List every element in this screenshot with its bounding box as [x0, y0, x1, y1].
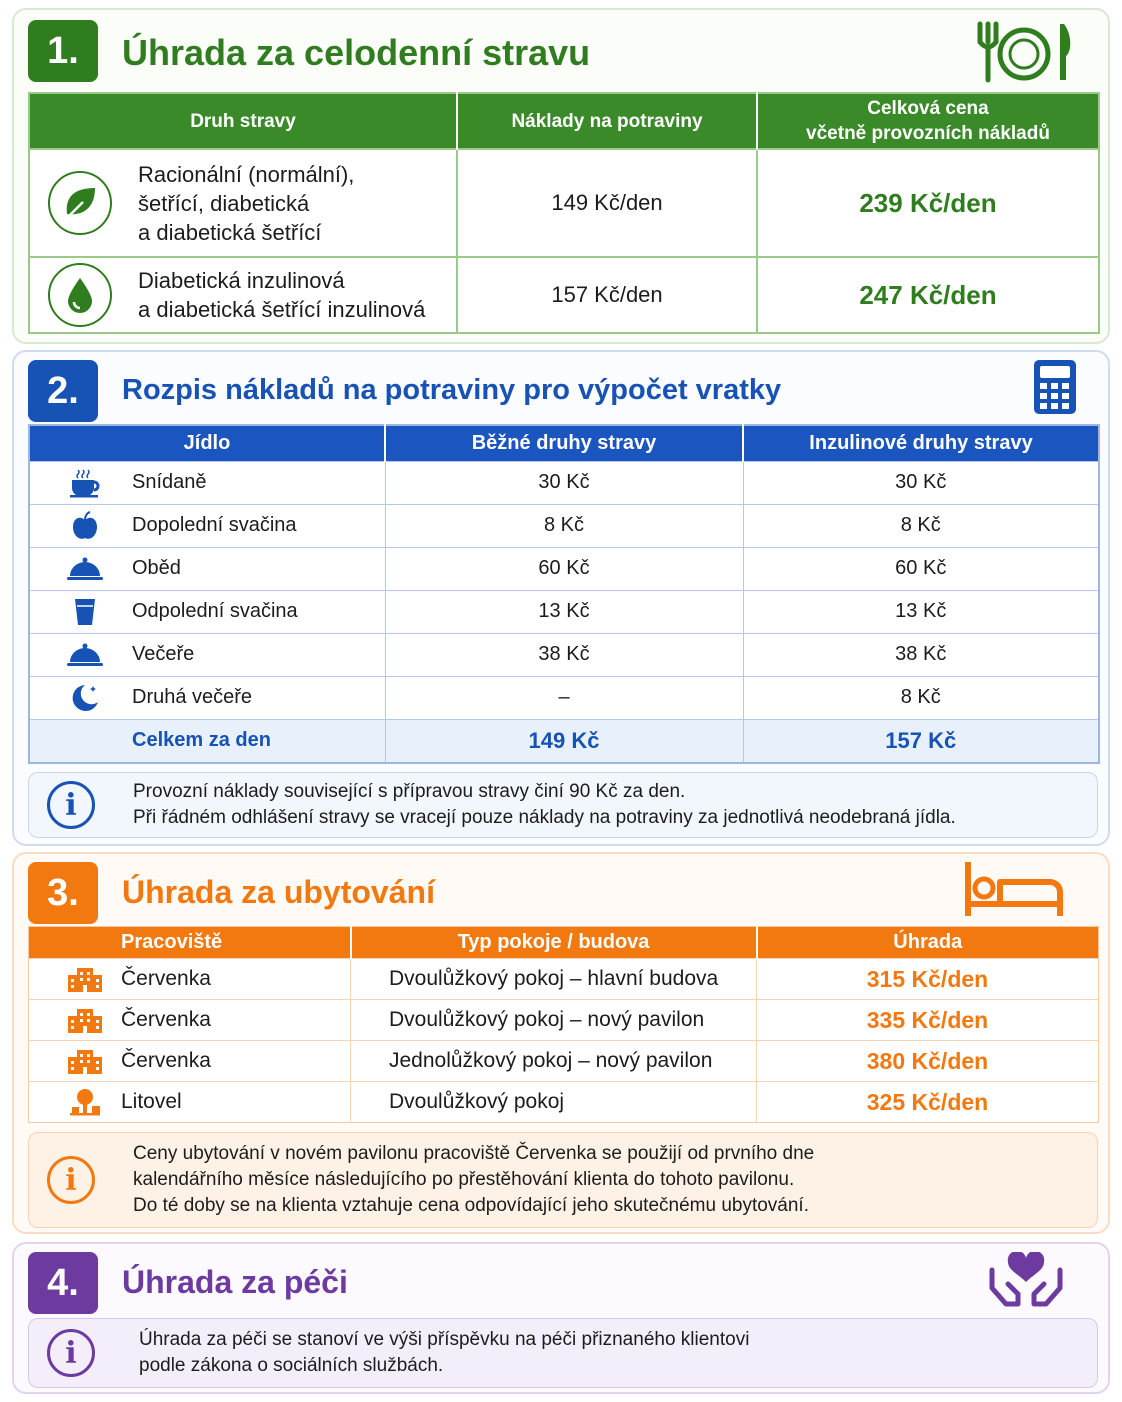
table-row	[29, 257, 1099, 333]
meal-name: Snídaně	[132, 471, 207, 493]
info-line: kalendářního měsíce následujícího po přestěhování klienta do tohoto pavilonu.	[133, 1169, 795, 1190]
column-header: Jídlo	[29, 425, 385, 461]
regular-cost: 38 Kč	[385, 633, 743, 676]
meal-name: Odpolední svačina	[132, 600, 298, 622]
info-icon: i	[47, 1329, 95, 1377]
accommodation-price: 335 Kč/den	[757, 1000, 1099, 1041]
section-meals-fee	[12, 8, 1110, 344]
food-cost: 157 Kč/den	[457, 257, 757, 333]
table-row	[29, 1041, 1099, 1082]
meals-fee-table	[28, 92, 1100, 334]
coffee-cup-icon	[66, 467, 104, 499]
leaf-icon	[48, 171, 112, 235]
column-header: Pracoviště	[29, 927, 351, 959]
table-row	[29, 590, 1099, 633]
room-type: Jednolůžkový pokoj – nový pavilon	[351, 1041, 757, 1082]
regular-cost: –	[385, 676, 743, 719]
table-total-row	[29, 719, 1099, 763]
insulin-cost: 60 Kč	[743, 547, 1099, 590]
table-row	[29, 1082, 1099, 1123]
workplace-name: Litovel	[121, 1090, 182, 1113]
calculator-icon	[1032, 358, 1078, 416]
cutlery-plate-icon	[972, 20, 1076, 84]
table-row	[29, 149, 1099, 257]
info-box	[28, 1132, 1098, 1228]
cloche-icon	[66, 553, 104, 585]
section-title: Úhrada za péči	[122, 1264, 348, 1300]
bed-icon	[964, 860, 1064, 918]
table-row	[29, 547, 1099, 590]
insulin-cost: 38 Kč	[743, 633, 1099, 676]
meal-name: Druhá večeře	[132, 686, 253, 708]
total-price: 247 Kč/den	[757, 257, 1099, 333]
total-price: 239 Kč/den	[757, 149, 1099, 257]
column-header: Běžné druhy stravy	[385, 425, 743, 461]
diet-kind-line: a diabetická šetřící	[138, 219, 322, 245]
column-header: Typ pokoje / budova	[351, 927, 757, 959]
accommodation-price: 325 Kč/den	[757, 1082, 1099, 1123]
building-icon	[65, 1005, 105, 1035]
total-label: Celkem za den	[29, 719, 385, 763]
cloche-icon	[66, 639, 104, 671]
section-number: 2.	[28, 360, 98, 422]
section-title: Úhrada za celodenní stravu	[122, 32, 591, 73]
workplace-name: Červenka	[121, 1049, 211, 1072]
regular-cost: 30 Kč	[385, 461, 743, 504]
table-row	[29, 633, 1099, 676]
food-cost: 149 Kč/den	[457, 149, 757, 257]
insulin-total: 157 Kč	[743, 719, 1099, 763]
info-line: Úhrada za péči se stanoví ve výši příspěvku na péči přiznaného klientovi	[139, 1329, 750, 1350]
info-text	[133, 779, 956, 831]
tree-house-icon	[65, 1087, 105, 1117]
section-number: 1.	[28, 20, 98, 82]
info-line: Při řádném odhlášení stravy se vracejí pouze náklady na potraviny za jednotlivá neodebraná jídla.	[133, 807, 956, 828]
building-icon	[65, 1046, 105, 1076]
accommodation-price: 380 Kč/den	[757, 1041, 1099, 1082]
room-type: Dvoulůžkový pokoj – hlavní budova	[351, 959, 757, 1000]
room-type: Dvoulůžkový pokoj	[351, 1082, 757, 1123]
moon-icon	[66, 682, 104, 714]
section-title: Rozpis nákladů na potraviny pro výpočet vratky	[122, 374, 782, 406]
diet-kind-line: šetřící, diabetická	[138, 190, 310, 216]
table-row	[29, 504, 1099, 547]
table-row	[29, 461, 1099, 504]
workplace-name: Červenka	[121, 1008, 211, 1031]
glass-icon	[66, 596, 104, 628]
accommodation-table	[28, 926, 1099, 1123]
apple-icon	[66, 510, 104, 542]
section-number: 3.	[28, 862, 98, 924]
table-row	[29, 676, 1099, 719]
column-header	[757, 93, 1099, 149]
column-header: Náklady na potraviny	[457, 93, 757, 149]
food-cost-table	[28, 424, 1100, 764]
diet-kind-line: Diabetická inzulinová	[138, 268, 345, 293]
info-box	[28, 772, 1098, 838]
building-icon	[65, 964, 105, 994]
column-header: Úhrada	[757, 927, 1099, 959]
info-line: podle zákona o sociálních službách.	[139, 1355, 444, 1376]
info-text	[139, 1327, 749, 1379]
section-title: Úhrada za ubytování	[122, 874, 435, 910]
insulin-cost: 30 Kč	[743, 461, 1099, 504]
info-text	[133, 1141, 814, 1219]
hands-heart-icon	[988, 1252, 1064, 1312]
drop-icon	[48, 263, 112, 327]
regular-total: 149 Kč	[385, 719, 743, 763]
info-icon: i	[47, 781, 95, 829]
meal-name: Dopolední svačina	[132, 514, 297, 536]
meal-name: Večeře	[132, 643, 195, 665]
regular-cost: 13 Kč	[385, 590, 743, 633]
section-food-cost-breakdown	[12, 350, 1110, 846]
column-header: Inzulinové druhy stravy	[743, 425, 1099, 461]
workplace-name: Červenka	[121, 967, 211, 990]
regular-cost: 60 Kč	[385, 547, 743, 590]
column-header-line: včetně provozních nákladů	[806, 123, 1050, 144]
info-box	[28, 1318, 1098, 1388]
insulin-cost: 8 Kč	[743, 676, 1099, 719]
section-number: 4.	[28, 1252, 98, 1314]
info-line: Do té doby se na klienta vztahuje cena odpovídající jeho skutečnému ubytování.	[133, 1195, 809, 1216]
info-icon: i	[47, 1156, 95, 1204]
regular-cost: 8 Kč	[385, 504, 743, 547]
info-line: Provozní náklady související s přípravou stravy činí 90 Kč za den.	[133, 781, 686, 802]
room-type: Dvoulůžkový pokoj – nový pavilon	[351, 1000, 757, 1041]
meal-name: Oběd	[132, 557, 181, 579]
insulin-cost: 13 Kč	[743, 590, 1099, 633]
info-line: Ceny ubytování v novém pavilonu pracoviště Červenka se použijí od prvního dne	[133, 1143, 815, 1164]
diet-kind-line: Racionální (normální),	[138, 161, 355, 187]
column-header-line: Celková cena	[867, 98, 989, 119]
section-care-fee	[12, 1242, 1110, 1394]
table-row	[29, 959, 1099, 1000]
accommodation-price: 315 Kč/den	[757, 959, 1099, 1000]
column-header: Druh stravy	[29, 93, 457, 149]
table-row	[29, 1000, 1099, 1041]
section-accommodation-fee	[12, 852, 1110, 1234]
diet-kind-line: a diabetická šetřící inzulinová	[138, 297, 426, 322]
insulin-cost: 8 Kč	[743, 504, 1099, 547]
